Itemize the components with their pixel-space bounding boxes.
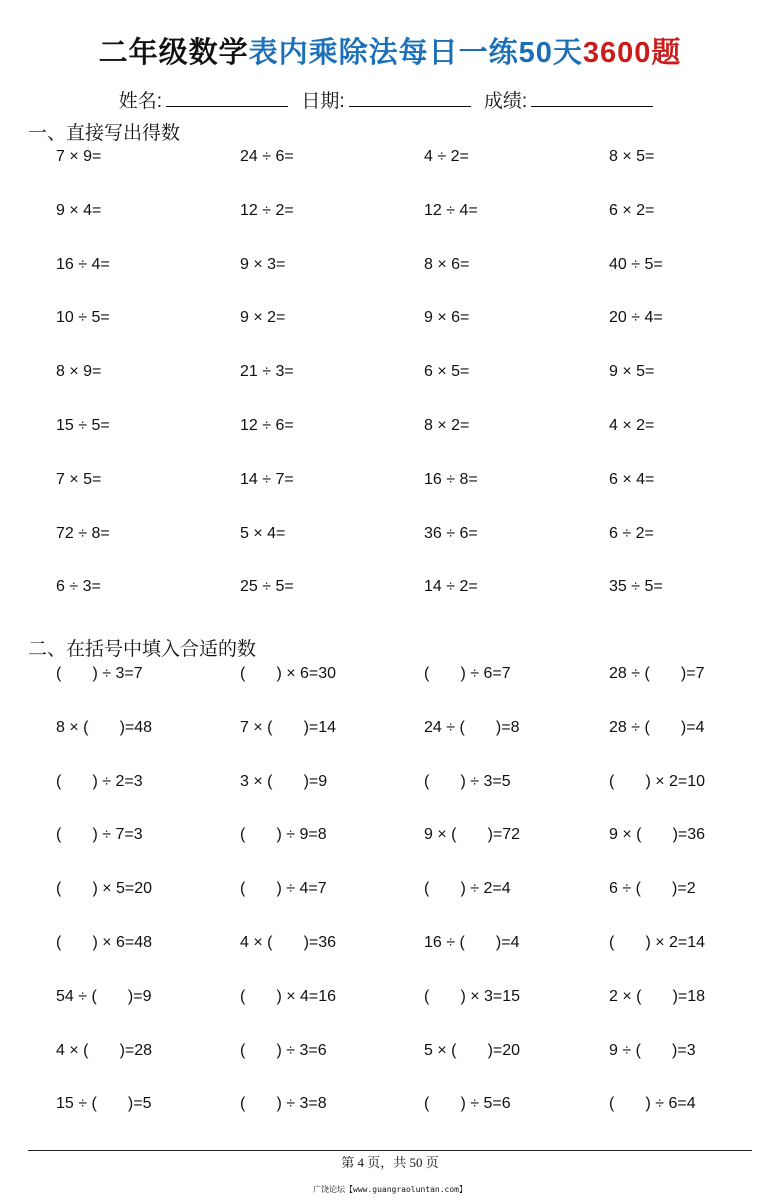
- title-count: 3600题: [582, 37, 682, 69]
- name-blank: [166, 90, 288, 107]
- problem-item: 24 ÷ ( )=8: [424, 718, 520, 736]
- problem-row: [0, 985, 780, 1009]
- page-title: [0, 30, 780, 71]
- problem-item: ( ) ÷ 7=3: [56, 826, 143, 844]
- section2-title: 二、在括号中填入合适的数: [28, 639, 257, 660]
- score-blank: [531, 90, 653, 107]
- problem-row: [0, 931, 780, 955]
- problem-item: 7 × 5=: [56, 470, 102, 488]
- problem-item: 14 ÷ 7=: [240, 470, 294, 488]
- problem-item: 9 × 6=: [424, 309, 470, 327]
- problem-row: [0, 877, 780, 901]
- problem-row: [0, 306, 780, 330]
- problem-item: 16 ÷ 4=: [56, 255, 110, 273]
- problem-row: [0, 1092, 780, 1116]
- problem-item: 40 ÷ 5=: [609, 255, 663, 273]
- problem-item: ( ) ÷ 3=8: [240, 1095, 327, 1113]
- problem-item: 9 × ( )=72: [424, 826, 521, 844]
- problem-item: ( ) × 3=15: [424, 987, 521, 1005]
- problem-item: 4 × ( )=36: [240, 934, 337, 951]
- problem-item: 25 ÷ 5=: [240, 578, 294, 596]
- problem-item: ( ) × 6=30: [240, 665, 337, 682]
- problem-item: 9 × ( )=36: [609, 826, 706, 844]
- problem-row: [0, 716, 780, 740]
- problem-item: 15 ÷ ( )=5: [56, 1095, 152, 1113]
- problem-item: 9 × 2=: [240, 309, 286, 327]
- problem-row: [0, 662, 780, 686]
- site-watermark: 广饶论坛【www.guangraoluntan.com】: [313, 1185, 467, 1194]
- problem-item: 12 ÷ 4=: [424, 201, 478, 219]
- problem-item: ( ) ÷ 3=7: [56, 665, 143, 682]
- date-label: 日期:: [301, 91, 345, 112]
- problem-item: 21 ÷ 3=: [240, 363, 294, 381]
- problem-item: ( ) × 2=14: [609, 934, 706, 951]
- problem-item: 35 ÷ 5=: [609, 578, 663, 596]
- problem-item: 6 × 4=: [609, 470, 655, 488]
- problem-item: ( ) × 5=20: [56, 880, 153, 898]
- problem-row: [0, 414, 780, 438]
- problem-row: [0, 360, 780, 384]
- problem-item: ( ) ÷ 2=4: [424, 880, 511, 898]
- problem-item: 8 × ( )=48: [56, 718, 153, 736]
- page-number: 第 4 页，共 50 页: [341, 1155, 439, 1170]
- section1-title: 一、直接写出得数: [28, 123, 181, 144]
- problem-item: 6 ÷ 2=: [609, 524, 654, 542]
- problem-item: 6 × 5=: [424, 363, 470, 381]
- problem-item: 16 ÷ ( )=4: [424, 934, 520, 951]
- problem-item: 28 ÷ ( )=7: [609, 665, 705, 682]
- problem-item: 8 × 9=: [56, 363, 102, 381]
- date-blank: [349, 90, 471, 107]
- problem-item: 2 × ( )=18: [609, 987, 706, 1005]
- student-info-line: [0, 86, 780, 113]
- problem-item: 8 × 6=: [424, 255, 470, 273]
- footer-divider: [28, 1150, 752, 1151]
- problem-item: ( ) ÷ 3=6: [240, 1041, 327, 1059]
- problem-item: 16 ÷ 8=: [424, 470, 478, 488]
- problem-item: 14 ÷ 2=: [424, 578, 478, 596]
- problem-item: ( ) ÷ 2=3: [56, 772, 143, 790]
- problem-item: 72 ÷ 8=: [56, 524, 110, 542]
- problem-item: 6 ÷ ( )=2: [609, 880, 696, 898]
- problem-item: 9 × 4=: [56, 201, 102, 219]
- problem-row: [0, 199, 780, 223]
- score-label: 成绩:: [483, 91, 528, 112]
- problem-item: ( ) ÷ 4=7: [240, 880, 327, 898]
- problem-item: 54 ÷ ( )=9: [56, 987, 152, 1005]
- problem-item: 15 ÷ 5=: [56, 417, 110, 434]
- problem-item: ( ) ÷ 3=5: [424, 772, 511, 790]
- problem-row: [0, 253, 780, 277]
- problem-row: [0, 770, 780, 794]
- problem-item: 4 × 2=: [609, 417, 655, 434]
- problem-item: 6 ÷ 3=: [56, 578, 101, 596]
- problem-item: 9 × 5=: [609, 363, 655, 381]
- problem-item: 10 ÷ 5=: [56, 309, 110, 327]
- problem-item: ( ) ÷ 9=8: [240, 826, 327, 844]
- problem-item: 8 × 2=: [424, 417, 470, 434]
- problem-item: ( ) × 6=48: [56, 934, 153, 951]
- problem-item: 12 ÷ 6=: [240, 417, 294, 434]
- problem-item: 12 ÷ 2=: [240, 201, 294, 219]
- problem-item: 9 ÷ ( )=3: [609, 1041, 696, 1059]
- problem-row: [0, 468, 780, 492]
- problem-item: 28 ÷ ( )=4: [609, 718, 705, 736]
- problem-item: 9 × 3=: [240, 255, 286, 273]
- problem-item: 4 ÷ 2=: [424, 148, 469, 165]
- problem-row: [0, 145, 780, 169]
- problem-item: 36 ÷ 6=: [424, 524, 478, 542]
- problem-item: ( ) ÷ 6=4: [609, 1095, 696, 1113]
- problem-item: 6 × 2=: [609, 201, 655, 219]
- problem-item: 20 ÷ 4=: [609, 309, 663, 327]
- name-label: 姓名:: [118, 91, 163, 112]
- problem-item: 3 × ( )=9: [240, 772, 328, 790]
- problem-row: [0, 575, 780, 599]
- problem-item: ( ) ÷ 5=6: [424, 1095, 511, 1113]
- problem-item: 8 × 5=: [609, 148, 655, 165]
- problem-item: ( ) × 4=16: [240, 987, 337, 1005]
- problem-item: 4 × ( )=28: [56, 1041, 153, 1059]
- problem-item: 7 × 9=: [56, 148, 102, 165]
- problem-row: [0, 823, 780, 847]
- title-grade: 二年级数学: [98, 37, 249, 69]
- problem-item: 24 ÷ 6=: [240, 148, 294, 165]
- problem-item: 5 × 4=: [240, 524, 286, 542]
- problem-item: ( ) × 2=10: [609, 772, 706, 790]
- problem-item: 7 × ( )=14: [240, 718, 337, 736]
- problem-row: [0, 1039, 780, 1063]
- problem-row: [0, 522, 780, 546]
- title-topic: 表内乘除法每日一练50天: [248, 37, 583, 69]
- problem-item: ( ) ÷ 6=7: [424, 665, 511, 682]
- problem-item: 5 × ( )=20: [424, 1041, 521, 1059]
